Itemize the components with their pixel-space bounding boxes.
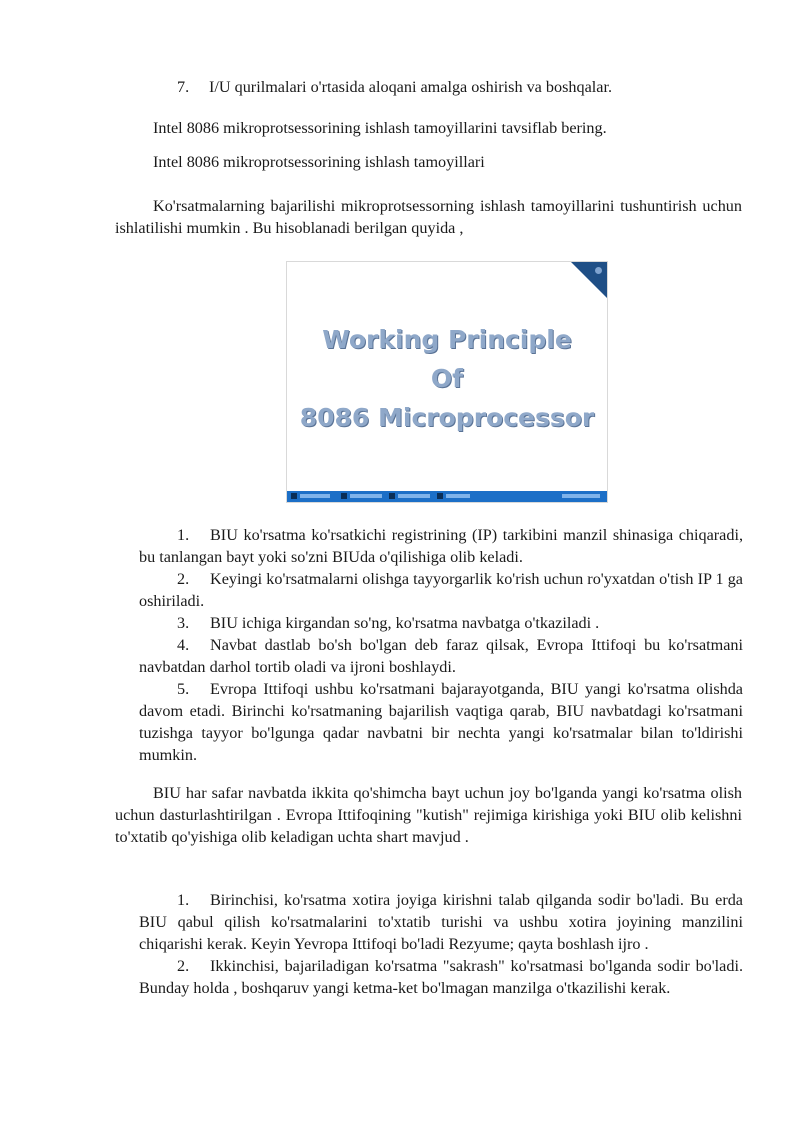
list-text: Ikkinchisi, bajariladigan ko'rsatma "sakrash" ko'rsatmasi bo'lganda sodir bo'ladi. Bunday holda , boshqaruv yangi ketma-ket bo'lmagan manzilga o'tkazilishi kerak. [139,957,743,997]
list-number: 1. [177,891,190,909]
slide-bar-icon [291,493,297,499]
list-number: 4. [177,636,190,654]
list-number: 2. [177,570,190,588]
slide-title-line-1: Working Principle [322,325,572,354]
list-text: I/U qurilmalari o'rtasida aloqani amalga oshirish va boshqalar. [209,78,612,96]
paragraph-conditions: BIU har safar navbatda ikkita qo'shimcha bayt uchun joy bo'lganda yangi ko'rsatma olish uchun dasturlashtirilgan . Evropa Ittifoqining "kutish" rejimiga kirishiga yoki BIU olib kelishni to'xtatib qo'yishiga olib keladigan uchta shart mavjud . [115,784,742,846]
slide-bar-icon [341,493,347,499]
list-item [139,889,743,955]
slide-bar-segment [398,494,430,498]
slide-title-line-3: 8086 Microprocessor [299,403,595,432]
list-text: BIU ko'rsatma ko'rsatkichi registrining (IP) tarkibini manzil shinasiga chiqaradi, bu tanlangan bayt yoki so'zni BIUda o'qilishiga olib keladi. [139,526,743,566]
numbered-list-conditions [139,889,743,999]
slide-title [287,320,607,437]
list-text: Navbat dastlab bo'sh bo'lgan deb faraz qilsak, Evropa Ittifoqi bu ko'rsatmani navbatdan darhol tortib oladi va ijroni boshlaydi. [139,636,743,676]
heading-question: Intel 8086 mikroprotsessorining ishlash tamoyillarini tavsiflab bering. [153,119,607,137]
list-item [139,678,743,766]
slide-corner-dot [595,267,602,274]
slide-bar-icon [437,493,443,499]
slide-corner-decoration [571,262,607,298]
slide-footer-bar [287,491,607,502]
slide-image [286,261,608,503]
list-text: Birinchisi, ko'rsatma xotira joyiga kirishni talab qilganda sodir bo'ladi. Bu erda BIU qabul qilish ko'rsatmalarini to'xtatib turishi va ushbu xotira joyining manzilini chiqarishi kerak. Keyin Yevropa Ittifoqi bo'ladi Rezyume; qayta boshlash ijro . [139,891,743,953]
list-number: 2. [177,957,190,975]
list-text: Evropa Ittifoqi ushbu ko'rsatmani bajarayotganda, BIU yangi ko'rsatma olishda davom etadi. Birinchi ko'rsatmaning bajarilish vaqtiga qarab, BIU navbatdagi ko'rsatmani tuzishga tayyor bo'lgunga qadar navbatni bir nechta yangi ko'rsatmalar bilan to'ldirishi mumkin. [139,680,743,764]
list-number: 7. [177,78,190,96]
intro-list-item [177,76,737,98]
slide-bar-icon [389,493,395,499]
slide-bar-segment [562,494,600,498]
slide-bar-segment [446,494,470,498]
list-number: 5. [177,680,190,698]
list-text: Keyingi ko'rsatmalarni olishga tayyorgarlik ko'rish uchun ro'yxatdan o'tish IP 1 ga oshiriladi. [139,570,743,610]
numbered-list-steps [139,524,743,766]
list-item [139,955,743,999]
list-item [139,524,743,568]
list-text: BIU ichiga kirgandan so'ng, ko'rsatma navbatga o'tkaziladi . [210,614,600,632]
slide-bar-segment [300,494,330,498]
slide-title-line-2: Of [430,364,464,393]
list-number: 1. [177,526,190,544]
paragraph-intro: Ko'rsatmalarning bajarilishi mikroprotsessorning ishlash tamoyillarini tushuntirish uchun ishlatilishi mumkin . Bu hisoblanadi berilgan quyida , [115,197,742,237]
list-item [139,612,743,634]
list-number: 3. [177,614,190,632]
slide-bar-segment [350,494,382,498]
heading-title: Intel 8086 mikroprotsessorining ishlash tamoyillari [153,153,485,171]
list-item [139,634,743,678]
list-item [139,568,743,612]
